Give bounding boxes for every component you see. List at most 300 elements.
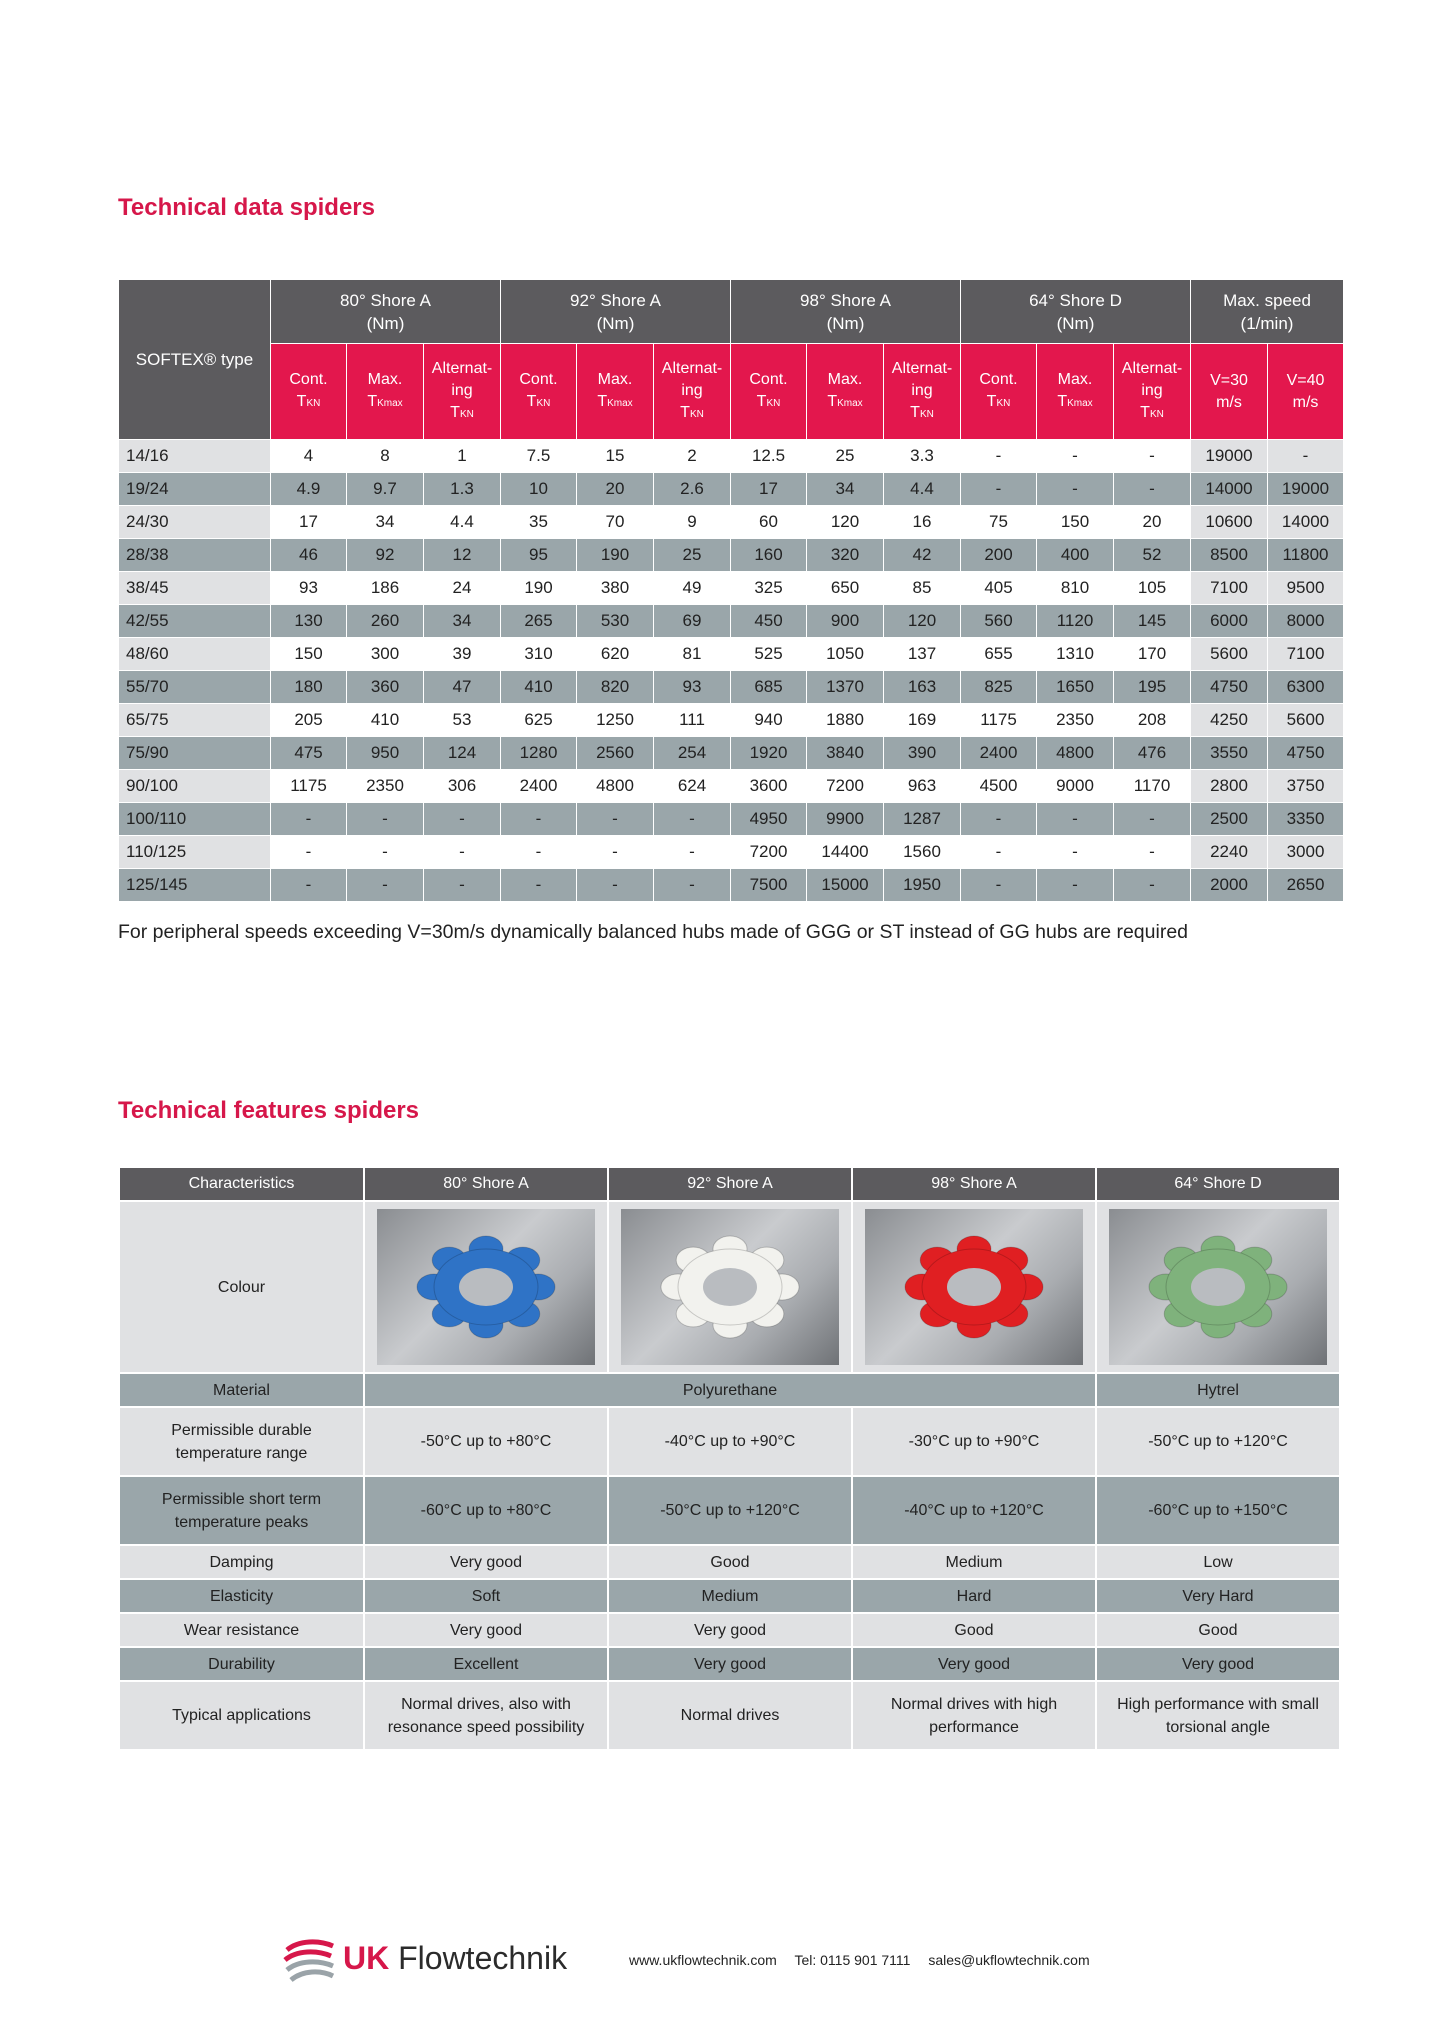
table-cell: 34 (424, 605, 501, 638)
table-cell: 2560 (577, 737, 654, 770)
table-cell: 9 (654, 506, 731, 539)
feature-value: Excellent (364, 1647, 608, 1681)
table-cell: 685 (731, 671, 807, 704)
table-cell: 6300 (1268, 671, 1344, 704)
table-cell: - (1037, 440, 1114, 473)
table-cell: 1 (424, 440, 501, 473)
table-cell: 19000 (1268, 473, 1344, 506)
table-cell: 85 (884, 572, 961, 605)
table-cell: 47 (424, 671, 501, 704)
table-cell: 1280 (501, 737, 577, 770)
table-cell: 1.3 (424, 473, 501, 506)
spider-icon (635, 1217, 825, 1357)
table-cell: 14400 (807, 836, 884, 869)
table-cell: 2400 (961, 737, 1037, 770)
table-cell: - (1037, 869, 1114, 902)
sub-header-v30: V=30 m/s (1191, 344, 1268, 440)
table-cell: 9.7 (347, 473, 424, 506)
table-cell: 25 (807, 440, 884, 473)
table-cell: 160 (731, 539, 807, 572)
softex-type-cell: 125/145 (119, 869, 271, 902)
table-cell: 2000 (1191, 869, 1268, 902)
table-cell: - (347, 836, 424, 869)
table-cell: 560 (961, 605, 1037, 638)
table-cell: 16 (884, 506, 961, 539)
temp-short-value: -60°C up to +150°C (1096, 1476, 1340, 1545)
table-cell: 12.5 (731, 440, 807, 473)
table-cell: 1175 (271, 770, 347, 803)
table-cell: 4750 (1191, 671, 1268, 704)
sub-header-alt-92-shore-a: Alternat- ing TKN (654, 344, 731, 440)
table-cell: 1287 (884, 803, 961, 836)
table-cell: 105 (1114, 572, 1191, 605)
table-cell: 825 (961, 671, 1037, 704)
uk-flowtechnik-logo-icon (283, 1938, 335, 1984)
table-row (119, 572, 1344, 605)
sub-header-cont-64-shore-d: Cont. TKN (961, 344, 1037, 440)
softex-type-cell: 55/70 (119, 671, 271, 704)
table-cell: 4500 (961, 770, 1037, 803)
temp-durable-label: Permissible durable temperature range (119, 1407, 364, 1476)
table-cell: 2400 (501, 770, 577, 803)
table-cell: 7100 (1191, 572, 1268, 605)
table-cell: 19000 (1191, 440, 1268, 473)
table-cell: 1370 (807, 671, 884, 704)
table-cell: 7.5 (501, 440, 577, 473)
feature-value: Very good (364, 1545, 608, 1579)
table-cell: 93 (654, 671, 731, 704)
table-cell: 400 (1037, 539, 1114, 572)
sub-header-cont-80-shore-a: Cont. TKN (271, 344, 347, 440)
table-cell: 150 (271, 638, 347, 671)
table-cell: 120 (884, 605, 961, 638)
softex-type-cell: 38/45 (119, 572, 271, 605)
table-cell: 75 (961, 506, 1037, 539)
table-cell: 200 (961, 539, 1037, 572)
technical-features-table (118, 1166, 1341, 1751)
header-64-shore-d: 64° Shore D (1096, 1167, 1340, 1201)
table-cell: 963 (884, 770, 961, 803)
softex-type-cell: 42/55 (119, 605, 271, 638)
table-cell: - (654, 836, 731, 869)
colour-cell (364, 1201, 608, 1373)
feature-label: Durability (119, 1647, 364, 1681)
temp-durable-value: -40°C up to +90°C (608, 1407, 852, 1476)
spider-icon (879, 1217, 1069, 1357)
table-cell: - (961, 473, 1037, 506)
softex-type-header: SOFTEX® type (119, 280, 271, 440)
table-cell: - (501, 803, 577, 836)
table-cell: 300 (347, 638, 424, 671)
table-cell: 4.4 (884, 473, 961, 506)
table-cell: - (271, 803, 347, 836)
temp-durable-value: -50°C up to +120°C (1096, 1407, 1340, 1476)
table-cell: 475 (271, 737, 347, 770)
table-cell: 310 (501, 638, 577, 671)
feature-label: Damping (119, 1545, 364, 1579)
softex-type-cell: 110/125 (119, 836, 271, 869)
table-cell: 530 (577, 605, 654, 638)
colour-cell (1096, 1201, 1340, 1373)
softex-type-cell: 75/90 (119, 737, 271, 770)
table-cell: 186 (347, 572, 424, 605)
table-cell: 17 (271, 506, 347, 539)
table-cell: 254 (654, 737, 731, 770)
feature-value: Very good (852, 1647, 1096, 1681)
peripheral-speed-note: For peripheral speeds exceeding V=30m/s dynamically balanced hubs made of GGG or ST instead of GG hubs are required (118, 921, 1189, 943)
spider-icon (1123, 1217, 1313, 1357)
table-cell: - (1037, 473, 1114, 506)
table-row (119, 506, 1344, 539)
table-row (119, 638, 1344, 671)
table-cell: 3840 (807, 737, 884, 770)
table-cell: - (271, 869, 347, 902)
feature-row (119, 1613, 1340, 1647)
technical-data-table (118, 279, 1344, 902)
table-cell: 208 (1114, 704, 1191, 737)
feature-value: Very good (1096, 1647, 1340, 1681)
table-cell: 6000 (1191, 605, 1268, 638)
table-cell: 655 (961, 638, 1037, 671)
group-header-max-speed: Max. speed (1/min) (1191, 280, 1344, 344)
table-cell: 2800 (1191, 770, 1268, 803)
table-cell: 380 (577, 572, 654, 605)
table-cell: 320 (807, 539, 884, 572)
telephone: Tel: 0115 901 7111 (794, 1952, 911, 1968)
table-cell: 390 (884, 737, 961, 770)
table-cell: 169 (884, 704, 961, 737)
table-cell: 170 (1114, 638, 1191, 671)
sub-header-alt-98-shore-a: Alternat- ing TKN (884, 344, 961, 440)
table-cell: 1950 (884, 869, 961, 902)
table-cell: - (961, 440, 1037, 473)
softex-type-cell: 90/100 (119, 770, 271, 803)
applications-label: Typical applications (119, 1681, 364, 1750)
table-cell: 1880 (807, 704, 884, 737)
table-cell: 950 (347, 737, 424, 770)
table-cell: - (1114, 473, 1191, 506)
table-cell: 5600 (1268, 704, 1344, 737)
application-value: Normal drives, also with resonance speed possibility (364, 1681, 608, 1750)
feature-value: Very good (608, 1613, 852, 1647)
feature-value: Very good (364, 1613, 608, 1647)
table-cell: 3000 (1268, 836, 1344, 869)
table-cell: - (577, 869, 654, 902)
table-cell: - (347, 803, 424, 836)
table-cell: - (424, 836, 501, 869)
table-cell: 7100 (1268, 638, 1344, 671)
table-cell: 1175 (961, 704, 1037, 737)
table-cell: 190 (501, 572, 577, 605)
feature-label: Wear resistance (119, 1613, 364, 1647)
spider-photo-green (1109, 1209, 1327, 1365)
temp-short-label: Permissible short term temperature peaks (119, 1476, 364, 1545)
table-cell: 940 (731, 704, 807, 737)
group-header-98-shore-a: 98° Shore A (Nm) (731, 280, 961, 344)
table-cell: 2350 (1037, 704, 1114, 737)
table-cell: 2650 (1268, 869, 1344, 902)
table-cell: 1310 (1037, 638, 1114, 671)
table-row (119, 869, 1344, 902)
table-cell: - (1114, 836, 1191, 869)
table-cell: 2.6 (654, 473, 731, 506)
table-cell: 14000 (1268, 506, 1344, 539)
table-cell: 5600 (1191, 638, 1268, 671)
table-cell: 35 (501, 506, 577, 539)
table-row (119, 539, 1344, 572)
sub-header-max-92-shore-a: Max. TKmax (577, 344, 654, 440)
table-cell: 624 (654, 770, 731, 803)
table-cell: 2240 (1191, 836, 1268, 869)
table-cell: 60 (731, 506, 807, 539)
table-cell: 14000 (1191, 473, 1268, 506)
section-title-technical-features: Technical features spiders (118, 1097, 420, 1124)
table-cell: 7200 (807, 770, 884, 803)
table-cell: 405 (961, 572, 1037, 605)
table-cell: - (961, 869, 1037, 902)
table-cell: 4 (271, 440, 347, 473)
table-cell: 95 (501, 539, 577, 572)
colour-cell (608, 1201, 852, 1373)
table-cell: 69 (654, 605, 731, 638)
material-polyurethane: Polyurethane (364, 1373, 1096, 1407)
company-logo-text: UK Flowtechnik (343, 1940, 568, 1976)
table-cell: 52 (1114, 539, 1191, 572)
table-row (119, 440, 1344, 473)
softex-type-cell: 100/110 (119, 803, 271, 836)
table-cell: 8000 (1268, 605, 1344, 638)
table-cell: 4950 (731, 803, 807, 836)
table-cell: 810 (1037, 572, 1114, 605)
table-cell: - (961, 836, 1037, 869)
table-cell: 3550 (1191, 737, 1268, 770)
table-cell: 525 (731, 638, 807, 671)
header-92-shore-a: 92° Shore A (608, 1167, 852, 1201)
sub-header-max-80-shore-a: Max. TKmax (347, 344, 424, 440)
softex-type-cell: 19/24 (119, 473, 271, 506)
table-cell: 25 (654, 539, 731, 572)
table-cell: 3.3 (884, 440, 961, 473)
table-cell: 145 (1114, 605, 1191, 638)
table-cell: 49 (654, 572, 731, 605)
table-cell: - (347, 869, 424, 902)
table-cell: 195 (1114, 671, 1191, 704)
table-cell: 306 (424, 770, 501, 803)
table-cell: 9000 (1037, 770, 1114, 803)
feature-rows (119, 1545, 1340, 1681)
temp-short-value: -40°C up to +120°C (852, 1476, 1096, 1545)
section-title-technical-data: Technical data spiders (118, 194, 375, 221)
table-cell: 620 (577, 638, 654, 671)
table-cell: 124 (424, 737, 501, 770)
material-label: Material (119, 1373, 364, 1407)
table-cell: 111 (654, 704, 731, 737)
feature-value: Hard (852, 1579, 1096, 1613)
table-cell: 4800 (577, 770, 654, 803)
table-cell: 7200 (731, 836, 807, 869)
table-cell: 3350 (1268, 803, 1344, 836)
table-cell: 650 (807, 572, 884, 605)
feature-value: Soft (364, 1579, 608, 1613)
table-row (119, 737, 1344, 770)
sub-header-row (119, 344, 1344, 440)
table-cell: - (1037, 836, 1114, 869)
table-cell: 1920 (731, 737, 807, 770)
temp-durable-value: -50°C up to +80°C (364, 1407, 608, 1476)
table-row (119, 671, 1344, 704)
table-cell: 4.9 (271, 473, 347, 506)
table-cell: 34 (807, 473, 884, 506)
table-cell: 10600 (1191, 506, 1268, 539)
table-cell: - (577, 803, 654, 836)
table-cell: - (501, 836, 577, 869)
table-cell: 410 (347, 704, 424, 737)
table-cell: 190 (577, 539, 654, 572)
table-cell: 180 (271, 671, 347, 704)
table-cell: 4750 (1268, 737, 1344, 770)
material-hytrel: Hytrel (1096, 1373, 1340, 1407)
feature-value: Very Hard (1096, 1579, 1340, 1613)
table-cell: 120 (807, 506, 884, 539)
feature-value: Very good (608, 1647, 852, 1681)
table-cell: 4250 (1191, 704, 1268, 737)
table-cell: 15 (577, 440, 654, 473)
table-cell: 1650 (1037, 671, 1114, 704)
table-cell: - (271, 836, 347, 869)
header-80-shore-a: 80° Shore A (364, 1167, 608, 1201)
feature-label: Elasticity (119, 1579, 364, 1613)
table-cell: 93 (271, 572, 347, 605)
table-cell: 1170 (1114, 770, 1191, 803)
table-cell: 2500 (1191, 803, 1268, 836)
table-cell: 9500 (1268, 572, 1344, 605)
table-cell: 17 (731, 473, 807, 506)
table-row (119, 473, 1344, 506)
table-cell: - (1037, 803, 1114, 836)
sub-header-alt-64-shore-d: Alternat- ing TKN (1114, 344, 1191, 440)
table-cell: - (654, 803, 731, 836)
table-cell: 3600 (731, 770, 807, 803)
temp-short-value: -60°C up to +80°C (364, 1476, 608, 1545)
group-header-64-shore-d: 64° Shore D (Nm) (961, 280, 1191, 344)
table-cell: 900 (807, 605, 884, 638)
temp-durable-value: -30°C up to +90°C (852, 1407, 1096, 1476)
table-cell: 8 (347, 440, 424, 473)
table-cell: 130 (271, 605, 347, 638)
table-cell: 2 (654, 440, 731, 473)
table-cell: 3750 (1268, 770, 1344, 803)
sub-header-max-64-shore-d: Max. TKmax (1037, 344, 1114, 440)
table-row (119, 704, 1344, 737)
table-cell: 53 (424, 704, 501, 737)
table-row (119, 770, 1344, 803)
table-cell: 1120 (1037, 605, 1114, 638)
spider-photo-white (621, 1209, 839, 1365)
table-cell: 81 (654, 638, 731, 671)
table-cell: 4800 (1037, 737, 1114, 770)
table-cell: 325 (731, 572, 807, 605)
table-cell: 10 (501, 473, 577, 506)
softex-type-cell: 65/75 (119, 704, 271, 737)
table-cell: 24 (424, 572, 501, 605)
table-cell: 820 (577, 671, 654, 704)
table-cell: 625 (501, 704, 577, 737)
table-row (119, 605, 1344, 638)
table-cell: - (1268, 440, 1344, 473)
header-98-shore-a: 98° Shore A (852, 1167, 1096, 1201)
table-cell: 137 (884, 638, 961, 671)
header-characteristics: Characteristics (119, 1167, 364, 1201)
table-cell: 450 (731, 605, 807, 638)
table-cell: - (1114, 440, 1191, 473)
table-cell: 360 (347, 671, 424, 704)
softex-type-cell: 48/60 (119, 638, 271, 671)
group-header-92-shore-a: 92° Shore A (Nm) (501, 280, 731, 344)
table-cell: 1560 (884, 836, 961, 869)
table-cell: - (654, 869, 731, 902)
feature-value: Low (1096, 1545, 1340, 1579)
table-cell: 9900 (807, 803, 884, 836)
table-cell: 46 (271, 539, 347, 572)
table-cell: 11800 (1268, 539, 1344, 572)
feature-value: Good (1096, 1613, 1340, 1647)
sub-header-cont-98-shore-a: Cont. TKN (731, 344, 807, 440)
application-value: High performance with small torsional angle (1096, 1681, 1340, 1750)
table-cell: 20 (1114, 506, 1191, 539)
spider-photo-red (865, 1209, 1083, 1365)
softex-type-cell: 28/38 (119, 539, 271, 572)
table-cell: 1250 (577, 704, 654, 737)
temp-short-value: -50°C up to +120°C (608, 1476, 852, 1545)
table-cell: 92 (347, 539, 424, 572)
feature-value: Medium (608, 1579, 852, 1613)
colour-label: Colour (119, 1201, 364, 1373)
group-header-80-shore-a: 80° Shore A (Nm) (271, 280, 501, 344)
table-cell: 34 (347, 506, 424, 539)
table-cell: 476 (1114, 737, 1191, 770)
table-cell: 42 (884, 539, 961, 572)
feature-row (119, 1579, 1340, 1613)
table-cell: - (577, 836, 654, 869)
table-cell: 39 (424, 638, 501, 671)
spider-icon (391, 1217, 581, 1357)
feature-row (119, 1647, 1340, 1681)
spider-photo-blue (377, 1209, 595, 1365)
table-cell: - (1114, 869, 1191, 902)
contact-info (629, 1952, 1104, 1968)
sub-header-max-98-shore-a: Max. TKmax (807, 344, 884, 440)
softex-type-cell: 14/16 (119, 440, 271, 473)
sub-header-v40: V=40 m/s (1268, 344, 1344, 440)
table-cell: - (961, 803, 1037, 836)
table-cell: 163 (884, 671, 961, 704)
email-link[interactable]: sales@ukflowtechnik.com (928, 1952, 1090, 1968)
table-cell: - (1114, 803, 1191, 836)
sub-header-alt-80-shore-a: Alternat- ing TKN (424, 344, 501, 440)
table-row (119, 803, 1344, 836)
table-cell: 205 (271, 704, 347, 737)
table-cell: 8500 (1191, 539, 1268, 572)
table-cell: 15000 (807, 869, 884, 902)
feature-row (119, 1545, 1340, 1579)
website-link[interactable]: www.ukflowtechnik.com (629, 1952, 777, 1968)
table-cell: 12 (424, 539, 501, 572)
table-cell: 410 (501, 671, 577, 704)
table-cell: 4.4 (424, 506, 501, 539)
table-cell: 150 (1037, 506, 1114, 539)
table-cell: 265 (501, 605, 577, 638)
feature-value: Good (852, 1613, 1096, 1647)
